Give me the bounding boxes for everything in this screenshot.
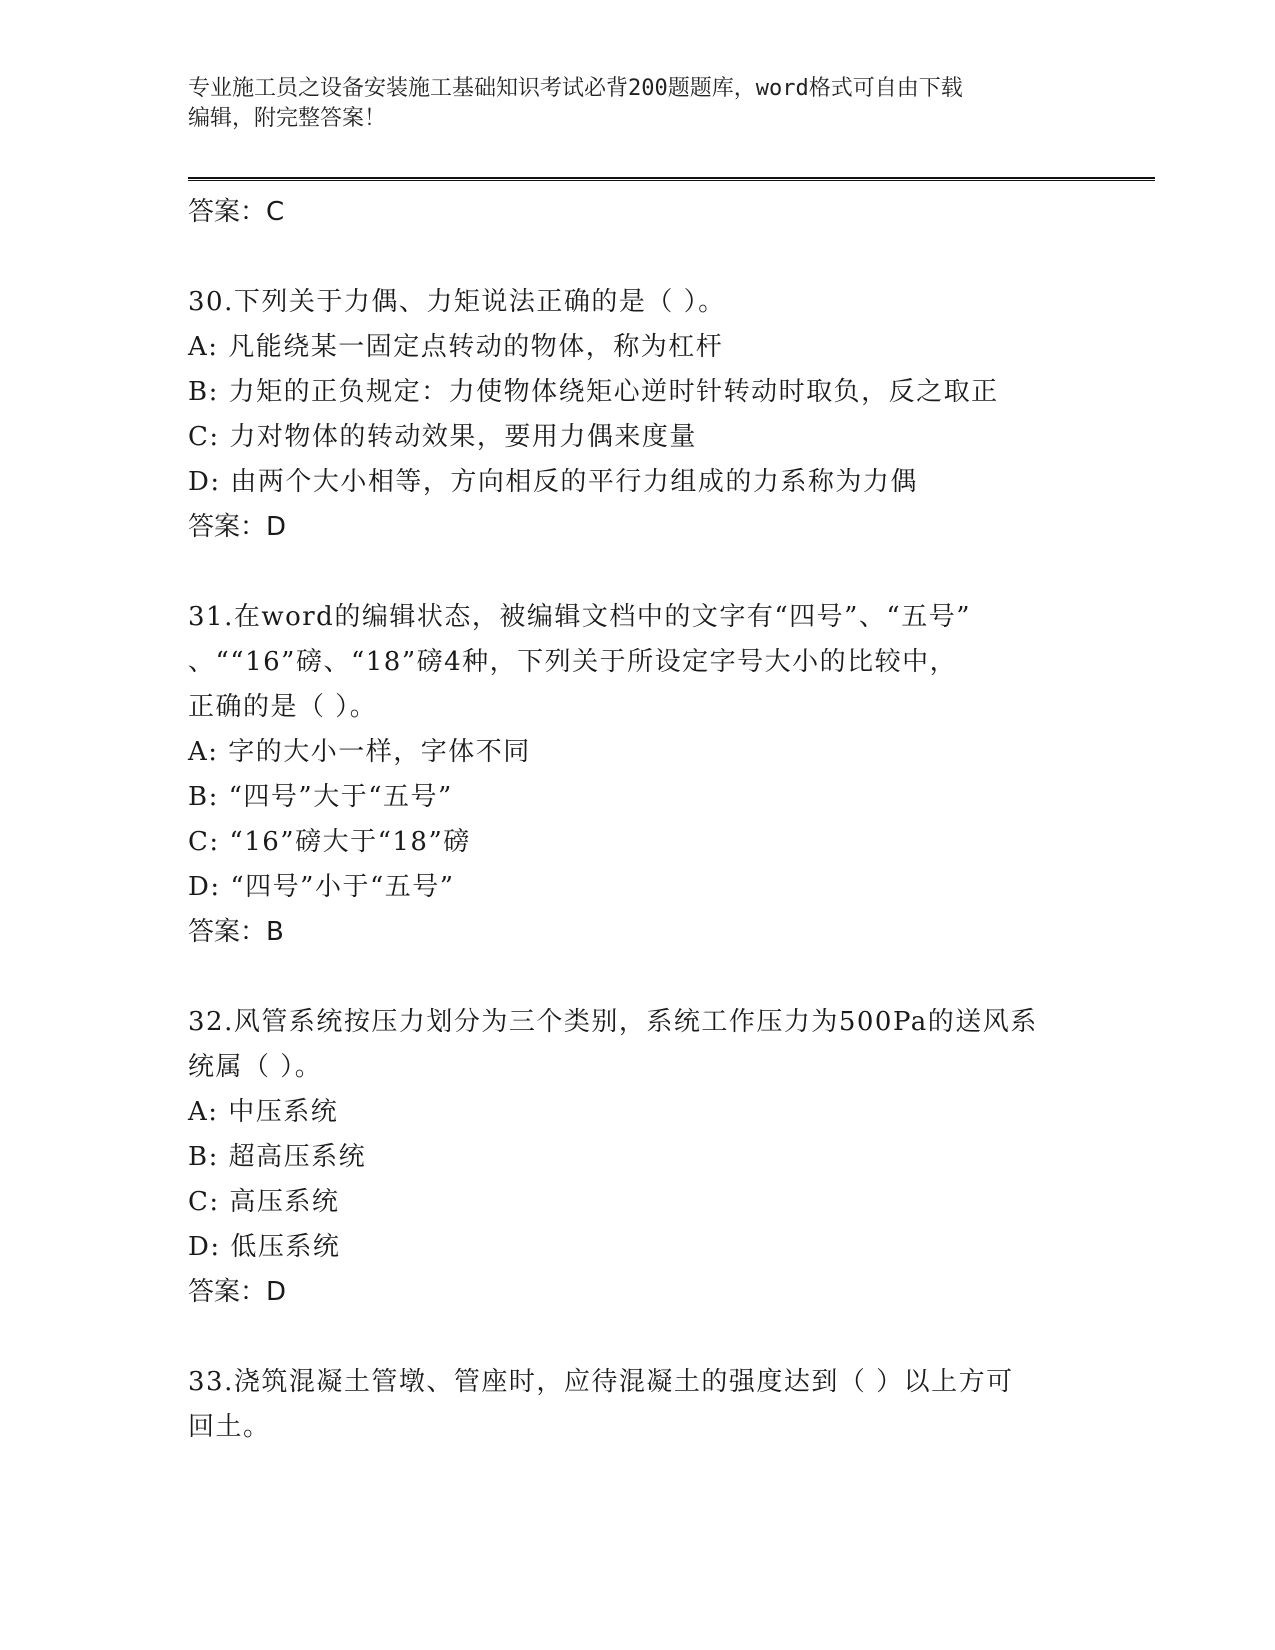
question-32-stem-line-2: 统属（ ）。 bbox=[188, 1052, 323, 1082]
header-title-line-2: 编辑，附完整答案！ bbox=[188, 106, 387, 131]
question-31-option-d: D: “四号”小于“五号” bbox=[188, 872, 455, 902]
question-31-option-a: A: 字的大小一样，字体不同 bbox=[188, 737, 531, 767]
answer-31: 答案：B bbox=[188, 917, 284, 947]
question-32-option-c: C: 高压系统 bbox=[188, 1187, 340, 1217]
header-divider bbox=[188, 177, 1155, 181]
question-31-stem-line-1: 31.在word的编辑状态，被编辑文档中的文字有“四号”、“五号” bbox=[188, 602, 971, 632]
question-30-option-a: A: 凡能绕某一固定点转动的物体，称为杠杆 bbox=[188, 332, 724, 362]
question-30-stem: 30.下列关于力偶、力矩说法正确的是（ ）。 bbox=[188, 287, 726, 317]
answer-30: 答案：D bbox=[188, 512, 287, 542]
question-30-option-b: B: 力矩的正负规定：力使物体绕矩心逆时针转动时取负，反之取正 bbox=[188, 377, 999, 407]
question-31-stem-line-2: 、““16”磅、“18”磅4种，下列关于所设定字号大小的比较中， bbox=[188, 647, 958, 677]
question-31-stem-line-3: 正确的是（ ）。 bbox=[188, 692, 378, 722]
page-header bbox=[188, 74, 1088, 134]
answer-29: 答案：C bbox=[188, 197, 285, 227]
question-30-option-c: C: 力对物体的转动效果，要用力偶来度量 bbox=[188, 422, 697, 452]
question-32 bbox=[188, 1000, 1088, 1314]
question-32-option-d: D: 低压系统 bbox=[188, 1232, 341, 1262]
document-body bbox=[188, 190, 1088, 1450]
question-31-option-c: C: “16”磅大于“18”磅 bbox=[188, 827, 471, 857]
question-32-option-a: A: 中压系统 bbox=[188, 1097, 339, 1127]
question-30 bbox=[188, 280, 1088, 549]
header-title-line-1: 专业施工员之设备安装施工基础知识考试必背200题题库，word格式可自由下载 bbox=[188, 76, 963, 101]
question-32-option-b: B: 超高压系统 bbox=[188, 1142, 367, 1172]
question-31 bbox=[188, 595, 1088, 954]
question-32-stem-line-1: 32.风管系统按压力划分为三个类别，系统工作压力为500Pa的送风系 bbox=[188, 1007, 1038, 1037]
answer-32: 答案：D bbox=[188, 1277, 287, 1307]
question-33-stem-line-1: 33.浇筑混凝土管墩、管座时，应待混凝土的强度达到（ ）以上方可 bbox=[188, 1367, 1014, 1397]
question-33 bbox=[188, 1360, 1088, 1450]
question-30-option-d: D: 由两个大小相等，方向相反的平行力组成的力系称为力偶 bbox=[188, 467, 918, 497]
question-31-option-b: B: “四号”大于“五号” bbox=[188, 782, 453, 812]
question-33-stem-line-2: 回土。 bbox=[188, 1412, 271, 1442]
